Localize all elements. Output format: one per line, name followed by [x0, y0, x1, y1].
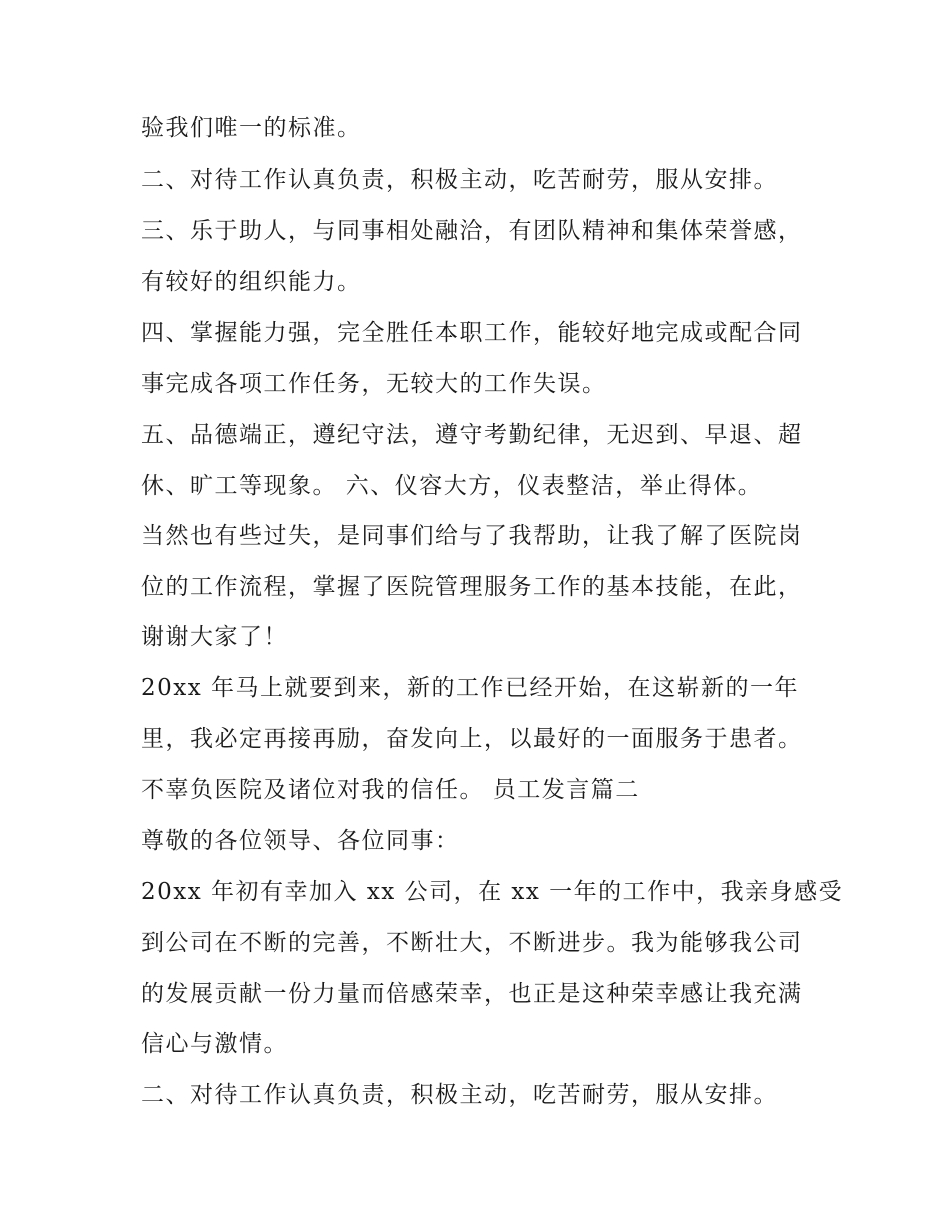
text-line: 20xx 年马上就要到来，新的工作已经开始，在这崭新的一年 — [141, 675, 800, 701]
text-line: 事完成各项工作任务，无较大的工作失误。 — [141, 371, 607, 397]
text-line: 到公司在不断的完善，不断壮大，不断进步。我为能够我公司 — [141, 930, 803, 956]
text-line: 有较好的组织能力。 — [141, 269, 362, 295]
text-line: 五、品德端正，遵纪守法，遵守考勤纪律，无迟到、早退、超 — [141, 422, 803, 448]
text-line: 不辜负医院及诸位对我的信任。 员工发言篇二 — [141, 777, 640, 803]
text-line: 里，我必定再接再励，奋发向上，以最好的一面服务于患者。 — [141, 726, 803, 752]
text-line: 信心与激情。 — [141, 1031, 288, 1057]
text-line: 尊敬的各位领导、各位同事： — [141, 828, 460, 854]
text-line: 位的工作流程，掌握了医院管理服务工作的基本技能，在此， — [141, 574, 803, 600]
text-line: 二、对待工作认真负责，积极主动，吃苦耐劳，服从安排。 — [141, 1082, 778, 1108]
text-line: 二、对待工作认真负责，积极主动，吃苦耐劳，服从安排。 — [141, 167, 778, 193]
text-line: 三、乐于助人，与同事相处融洽，有团队精神和集体荣誉感， — [141, 218, 803, 244]
text-line: 休、旷工等现象。 六、仪容大方，仪表整洁，举止得体。 — [141, 473, 763, 499]
text-line: 当然也有些过失，是同事们给与了我帮助，让我了解了医院岗 — [141, 523, 803, 549]
text-line: 20xx 年初有幸加入 xx 公司，在 xx 一年的工作中，我亲身感受 — [141, 879, 844, 905]
text-line: 谢谢大家了！ — [141, 624, 288, 650]
text-line: 的发展贡献一份力量而倍感荣幸，也正是这种荣幸感让我充满 — [141, 981, 803, 1007]
text-line: 验我们唯一的标准。 — [141, 115, 362, 141]
text-line: 四、掌握能力强，完全胜任本职工作，能较好地完成或配合同 — [141, 320, 803, 346]
